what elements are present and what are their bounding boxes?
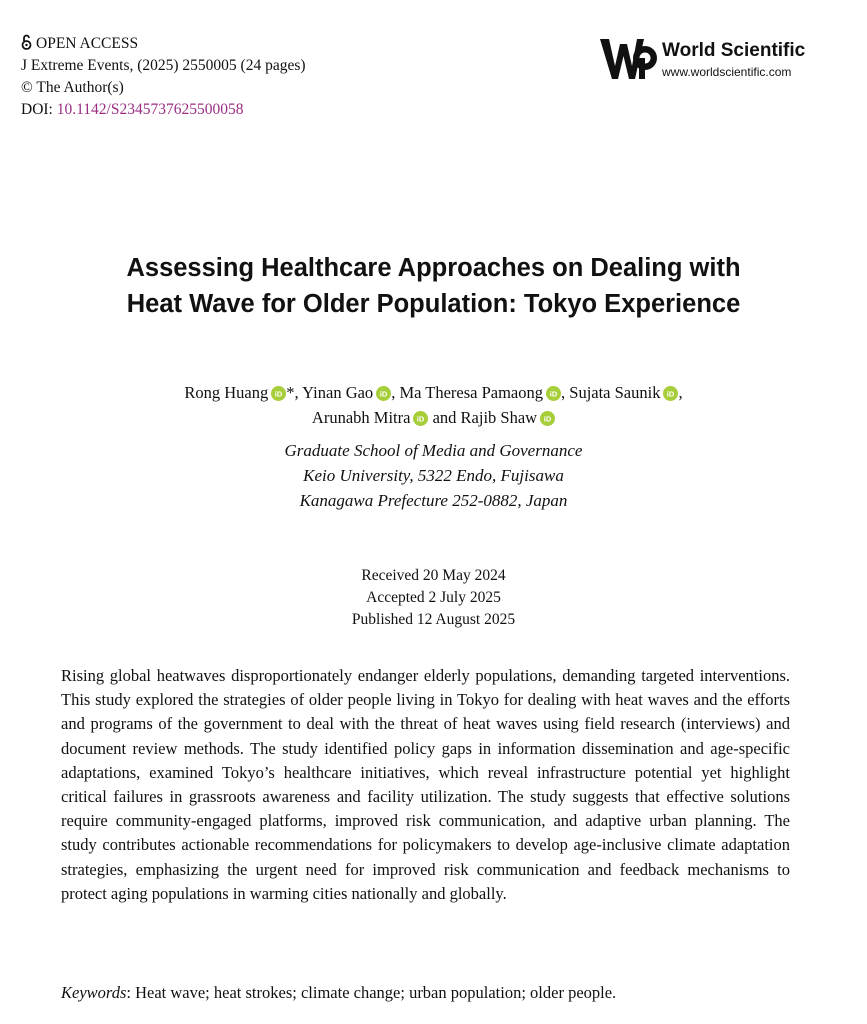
svg-text:iD: iD — [417, 414, 425, 424]
affiliation-line-2: Keio University, 5322 Endo, Fujisawa — [303, 466, 564, 485]
publication-dates — [40, 565, 827, 631]
affiliation-line-3: Kanagawa Prefecture 252-0882, Japan — [299, 491, 568, 510]
abstract-text: Rising global heatwaves disproportionately endanger elderly populations, demanding targeted interventions. This study explored the strategies of older people living in Tokyo for dealing with heat waves and the efforts and programs of the government to deal with the threat of heat waves using field research (interviews) and document review methods. The study identified policy gaps in information dissemination and age-specific adaptations, examined Tokyo’s healthcare initiatives, which reveal infrastructure potential yet highlight critical failures in grassroots awareness and facility utilization. The study suggests that effective solutions require community-engaged platforms, improved risk communication, and adaptive urban planning. The study contributes actionable recommendations for policymakers to develop age-inclusive climate adaptation strategies, emphasizing the urgent need for improved risk communication and feedback mechanisms to protect aging populations in warming cities nationally and globally. — [61, 666, 790, 903]
conjunction: and — [432, 408, 457, 427]
keywords-label: Keywords — [61, 983, 127, 1002]
article-title — [40, 250, 827, 322]
author-name: Rajib Shaw — [460, 408, 538, 427]
world-scientific-logo-mark — [600, 36, 658, 82]
author-name: Sujata Saunik — [569, 383, 661, 402]
article-metadata — [21, 33, 306, 121]
journal-citation: J Extreme Events, (2025) 2550005 (24 pages) — [21, 57, 306, 74]
svg-text:iD: iD — [667, 389, 675, 399]
author-name: Rong Huang — [184, 383, 269, 402]
orcid-icon[interactable] — [376, 386, 391, 401]
keywords — [61, 981, 790, 1005]
separator: , — [391, 383, 396, 402]
published-date: Published 12 August 2025 — [351, 611, 516, 628]
separator: , — [561, 383, 566, 402]
author-list — [40, 380, 827, 430]
author-name: Yinan Gao — [302, 383, 374, 402]
orcid-icon[interactable] — [540, 411, 555, 426]
svg-text:iD: iD — [379, 389, 388, 399]
accepted-date: Accepted 2 July 2025 — [366, 589, 501, 606]
svg-text:iD: iD — [549, 389, 558, 399]
author-name: Ma Theresa Pamaong — [399, 383, 544, 402]
corresponding-author-mark: *, — [286, 383, 299, 402]
received-date: Received 20 May 2024 — [361, 567, 506, 584]
orcid-icon[interactable] — [271, 386, 286, 401]
open-access-label: OPEN ACCESS — [36, 35, 139, 52]
publisher-url: www.worldscientific.com — [662, 65, 792, 79]
orcid-icon[interactable] — [546, 386, 561, 401]
title-line-2: Heat Wave for Older Population: Tokyo Experience — [126, 290, 741, 318]
open-access-row — [21, 33, 306, 55]
svg-text:iD: iD — [275, 389, 283, 399]
author-name: Arunabh Mitra — [311, 408, 411, 427]
svg-text:iD: iD — [543, 414, 552, 424]
orcid-icon[interactable] — [413, 411, 428, 426]
copyright-notice: © The Author(s) — [21, 79, 124, 96]
title-line-1: Assessing Healthcare Approaches on Dealing with — [126, 254, 741, 282]
doi-label: DOI: — [21, 101, 53, 118]
author-line-2 — [40, 405, 827, 430]
separator: , — [678, 383, 683, 402]
orcid-icon[interactable] — [663, 386, 678, 401]
keywords-list: : Heat wave; heat strokes; climate change; urban population; older people. — [126, 983, 617, 1002]
world-scientific-logo[interactable] — [600, 36, 830, 84]
author-affiliation — [40, 438, 827, 513]
affiliation-line-1: Graduate School of Media and Governance — [284, 441, 583, 460]
publisher-name: World Scientific — [662, 40, 806, 61]
open-access-icon — [21, 34, 32, 50]
doi-row — [21, 99, 306, 121]
author-line-1 — [40, 380, 827, 405]
doi-link[interactable]: 10.1142/S2345737625500058 — [56, 101, 244, 118]
